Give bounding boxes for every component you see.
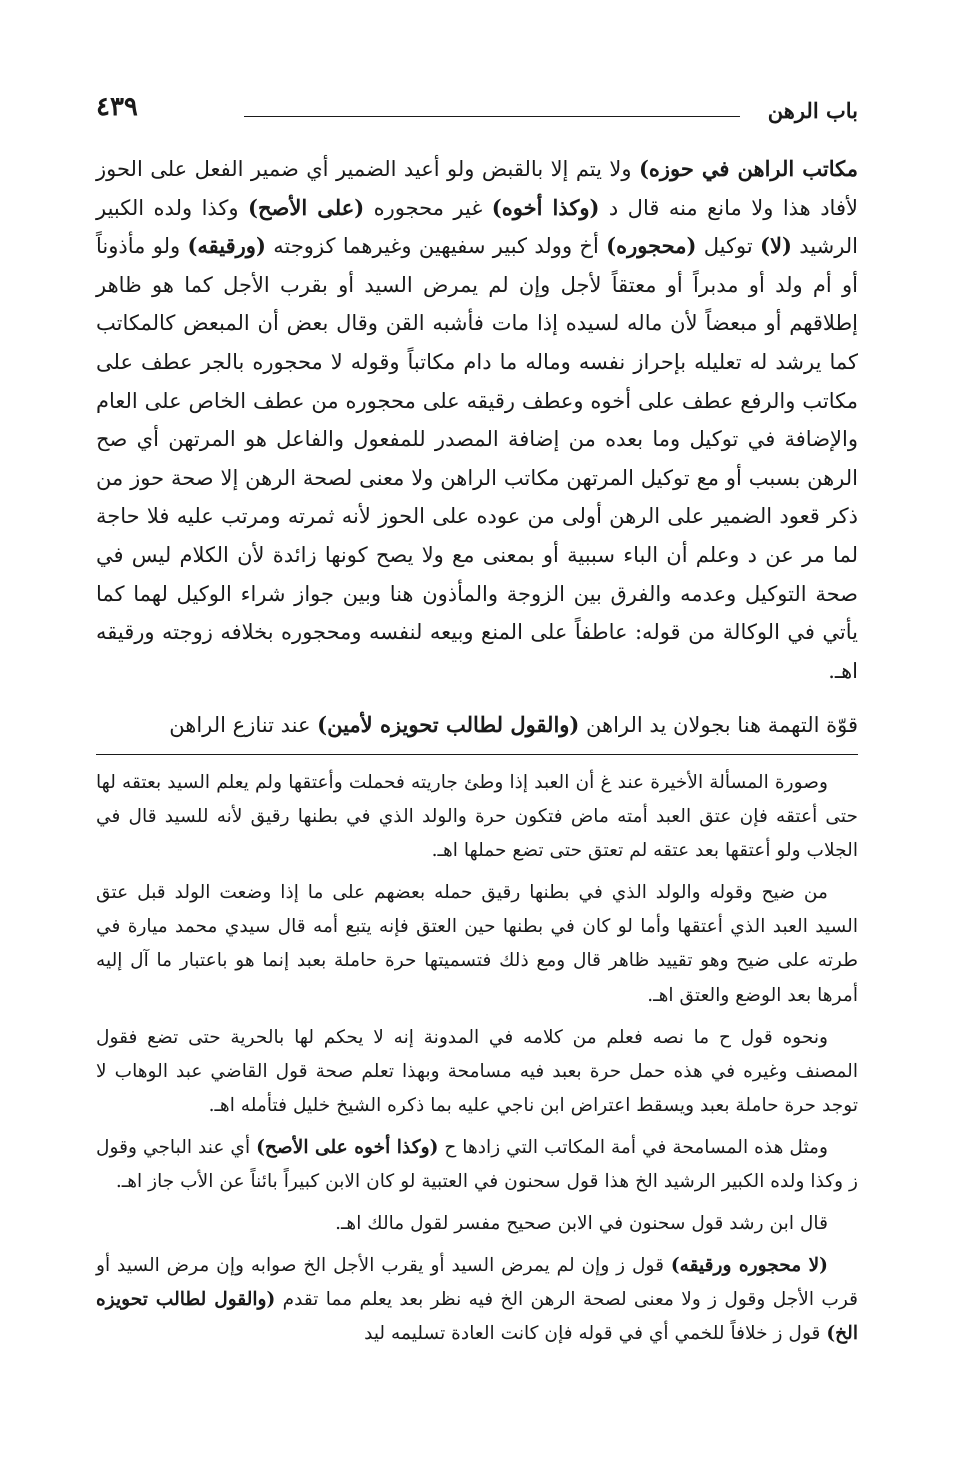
header-rule (244, 116, 740, 117)
main-paragraph-2: قوّة التهمة هنا بجولان يد الراهن (والقول لطالب تحويزه لأمين) عند تنازع الراهن (169, 712, 858, 738)
footnote-paragraph: (لا محجوره ورقيقه) قول ز وإن لم يمرض السيد أو يقرب الأجل الخ صوابه وإن مرض السيد أو قرب الأجل وقول ز ولا معنى لصحة الرهن الخ فيه نظر بعد يعلم مما تقدم (والقول لطالب تحويزه الخ) قول ز خلافاً للخمي أي في قوله فإن كانت العادة تسليمه ليد (96, 1255, 859, 1345)
bold-quote: (والقول لطالب تحويزه الخ) (96, 1289, 858, 1345)
bold-quote: (لا محجوره ورقيقه) (670, 1255, 828, 1277)
bold-quote: (ورقيقه) (187, 233, 266, 259)
footnote-separator (96, 754, 858, 755)
bold-quote: (محجوره) (606, 233, 697, 259)
bold-quote: (لا) (760, 233, 792, 259)
main-text (96, 150, 858, 745)
bold-quote: مكاتب الراهن في حوزه) (638, 156, 858, 181)
chapter-title: باب الرهن (767, 98, 858, 123)
page-number: ٤٣٩ (96, 92, 138, 122)
footnote-paragraph: قال ابن رشد قول سحنون في الابن صحيح مفسر لقول مالك اهـ. (335, 1213, 828, 1235)
bold-quote: (وكذا أخوه على الأصح) (256, 1136, 439, 1158)
bold-quote: (على الأصح) (248, 194, 365, 220)
bold-quote: (والقول لطالب تحويزه لأمين) (317, 712, 580, 738)
footnote-paragraph: من ضيح وقوله والولد الذي في بطنها رقيق حمله بعضهم على ما إذا وضعت الولد قبل عتق السيد العبد الذي أعتقها وأما لو كان في بطنها حين العتق فإنه يتبع أمه قال سيدي محمد ميارة في طرته على ضيح وهو تقييد ظاهر قال ومع ذلك فتسميتها حرة حاملة بعبد إنما هو باعتبار ما آل إليه أمرها بعد الوضع والعتق اهـ. (96, 882, 858, 1006)
bold-quote: (وكذا أخوه) (491, 194, 600, 220)
footnote-paragraph: وصورة المسألة الأخيرة عند غ أن العبد إذا وطئ جاريته فحملت وأعتقها ولم يعلم السيد بعتقه لها حتى أعتقه فإن عتق العبد أمته ماض فتكون حرة والولد الذي في بطنها رقيق لأنه للسيد قال في الجلاب ولو أعتقها بعد عتقه لم تعتق حتى تضع حملها اهـ. (96, 772, 858, 862)
footnote-paragraph: ومثل هذه المسامحة في أمة المكاتب التي زادها ح (وكذا أخوه على الأصح) أي عند الباجي وقول ز وكذا ولده الكبير الرشيد الخ هذا قول سحنون في العتبية لو كان الابن كبيراً بائناً عن الأب جاز اهـ. (96, 1136, 858, 1193)
footnotes (96, 766, 858, 1360)
main-paragraph-1: مكاتب الراهن في حوزه) ولا يتم إلا بالقبض ولو أعيد الضمير أي ضمير الفعل على الحوز لأفاد هذا ولا مانع منه قال د (وكذا أخوه) غير محجوره (على الأصح) وكذا ولده الكبير الرشيد (لا) توكيل (محجوره) أخ وولد كبير سفيهين وغيرهما كزوجته (ورقيقه) ولو مأذوناً أو أم ولد أو مدبراً أو معتقاً لأجل وإن لم يمرض السيد أو بقرب الأجل كما هو ظاهر إطلاقهم أو مبعضاً لأن ماله لسيده إذا مات فأشبه القن وقال بعض أن المبعض كالمكاتب كما يرشد له تعليله بإحراز نفسه وماله ما دام مكاتباً وقوله لا محجوره بالجر عطف على مكاتب والرفع عطف على أخوه وعطف رقيقه على محجوره من عطف الخاص على العام والإضافة في توكيل وما بعده من إضافة المصدر للمفعول والفاعل هو المرتهن أي صح الرهن بسبب أو مع توكيل المرتهن مكاتب الراهن ولا معنى لصحة الرهن إلا صحة حوز من ذكر قعود الضمير على الرهن أولى من عوده على الحوز لأنه ثمرته ومرتب عليه فلا حاجة لما مر عن د وعلم أن الباء سببية أو بمعنى مع ولا يصح كونها زائدة لأن الكلام ليس في صحة التوكيل وعدمه والفرق بين الزوجة والمأذون هنا وبين جواز شراء الوكيل لهما كما يأتي في الوكالة من قوله: عاطفاً على المنع وبيعه لنفسه ومحجوره بخلافه زوجته ورقيقه اهـ. (96, 156, 859, 683)
footnote-paragraph: ونحوه قول ح ما نصه فعلم من كلامه في المدونة إنه لا يحكم لها بالحرية حتى تضع فقول المصنف وغيره في هذه حمل حرة بعبد فيه مسامحة وبهذا تعلم صحة قول القاضي عبد الوهاب لا توجد حرة حاملة بعبد ويسقط اعتراض ابن ناجي عليه بما ذكره الشيخ خليل فتأمله اهـ. (96, 1026, 858, 1116)
page-header (96, 92, 858, 128)
